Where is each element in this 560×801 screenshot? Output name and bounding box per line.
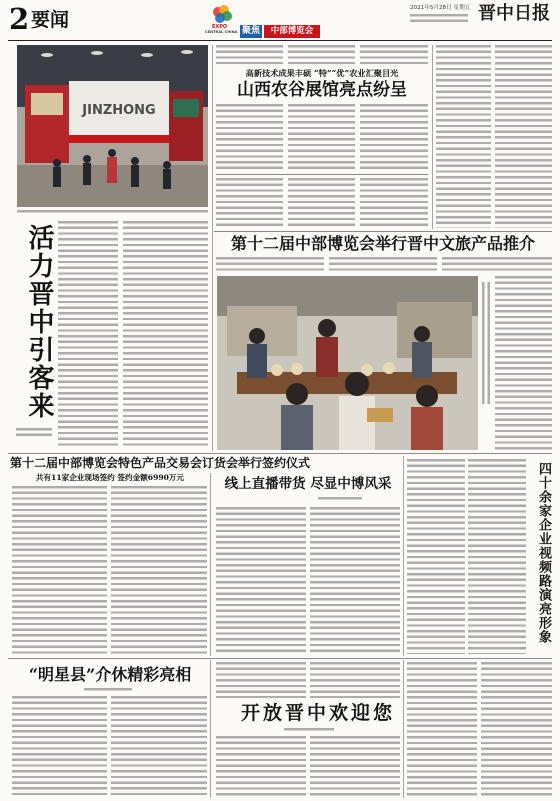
upper-body-col2 [288,45,355,64]
article-rule [214,231,552,232]
luyan-body-col1 [407,459,465,654]
column-rule [432,45,433,229]
bottom-right-body-col1 [407,662,477,796]
zhibo-body-col1 [216,507,306,655]
column-rule [403,660,404,798]
nonggu-body-col2 [288,104,355,172]
nonggu-kicker: 高新技术成果丰硕 “特”“优”农业汇聚目光 [245,68,399,78]
bottom-mid-body-col2 [310,662,400,698]
kaifang-body-col2 [310,736,400,796]
wenlv-photo-caption [482,282,490,404]
zhibo-headline: 线上直播带货 尽显中博风采 [224,476,392,492]
zhibo-byline [318,497,362,500]
upper-body-col1 [216,45,283,64]
jiexiu-headline: “明星县”介休精彩亮相 [28,665,192,684]
article-rule [216,174,428,175]
brief-body-col3 [360,178,428,228]
right-top-body-col2 [495,45,552,228]
huoli-byline [16,428,52,437]
column-rule [210,660,211,798]
nonggu-body-col1 [216,104,283,172]
jiexiu-body-col1 [12,696,107,796]
brief-body-col2 [288,178,355,228]
header-rule [8,40,552,41]
article-rule [8,453,552,454]
huoli-body-col2 [123,221,208,447]
qianyue-headline: 第十二届中部博览会特色产品交易会订货会举行签约仪式 [10,456,311,470]
huoli-headline: 活力晋中引客来 [24,224,54,420]
bottom-right-body-col2 [481,662,552,796]
jinzhong-booth-photo [17,45,208,207]
wenlv-headline: 第十二届中部博览会举行晋中文旅产品推介 [230,234,535,253]
column-rule [212,45,213,451]
masthead: 晋中日报 [478,3,550,24]
expo-logo [208,3,236,25]
focus-badge: 聚焦 [241,26,260,36]
expo-logo-subtitle: CENTRAL CHINA [205,30,238,34]
kaifang-byline [284,728,334,731]
qianyue-body-col1 [12,486,107,654]
column-rule [403,456,404,656]
jiexiu-byline [84,688,132,691]
upper-body-col3 [360,45,428,64]
wenlv-body-col4 [495,276,552,450]
huoli-body-col1 [58,221,118,447]
kaifang-headline: 开放晋中欢迎您 [240,702,395,724]
kaifang-body-col1 [216,736,306,796]
issue-date: 2021年5月28日 星期五 [410,5,471,11]
column-rule [210,473,211,656]
luyan-headline: 四十余家企业视频路演亮形象 [536,462,551,644]
section-title: 要闻 [31,9,70,31]
article-rule [8,658,552,659]
nonggu-body-col3 [360,104,428,172]
focus-section-title: 中部博览会 [264,25,320,38]
expo-logo-word: EXPO [212,24,228,30]
booth-sign-text: JINZHONG [82,103,156,118]
nonggu-headline: 山西农谷展馆亮点纷呈 [237,80,407,100]
wenlv-body-col2 [329,257,437,273]
qianyue-body-col2 [111,486,207,654]
page-number: 2 [9,2,30,36]
wenlv-body-col1 [216,257,324,273]
editor-credits [410,14,468,23]
luyan-body-col2 [468,459,526,654]
jiexiu-body-col2 [111,696,207,796]
zhibo-body-col2 [310,507,400,655]
top-photo-caption [17,210,208,213]
exhibition-visitors-photo [217,276,478,450]
right-top-body-col1 [436,45,491,228]
qianyue-subhead: 共有11家企业现场签约 签约金额6990万元 [35,473,185,482]
bottom-mid-body-col1 [216,662,306,698]
wenlv-body-col3 [442,257,552,273]
brief-body-col1 [216,178,283,228]
